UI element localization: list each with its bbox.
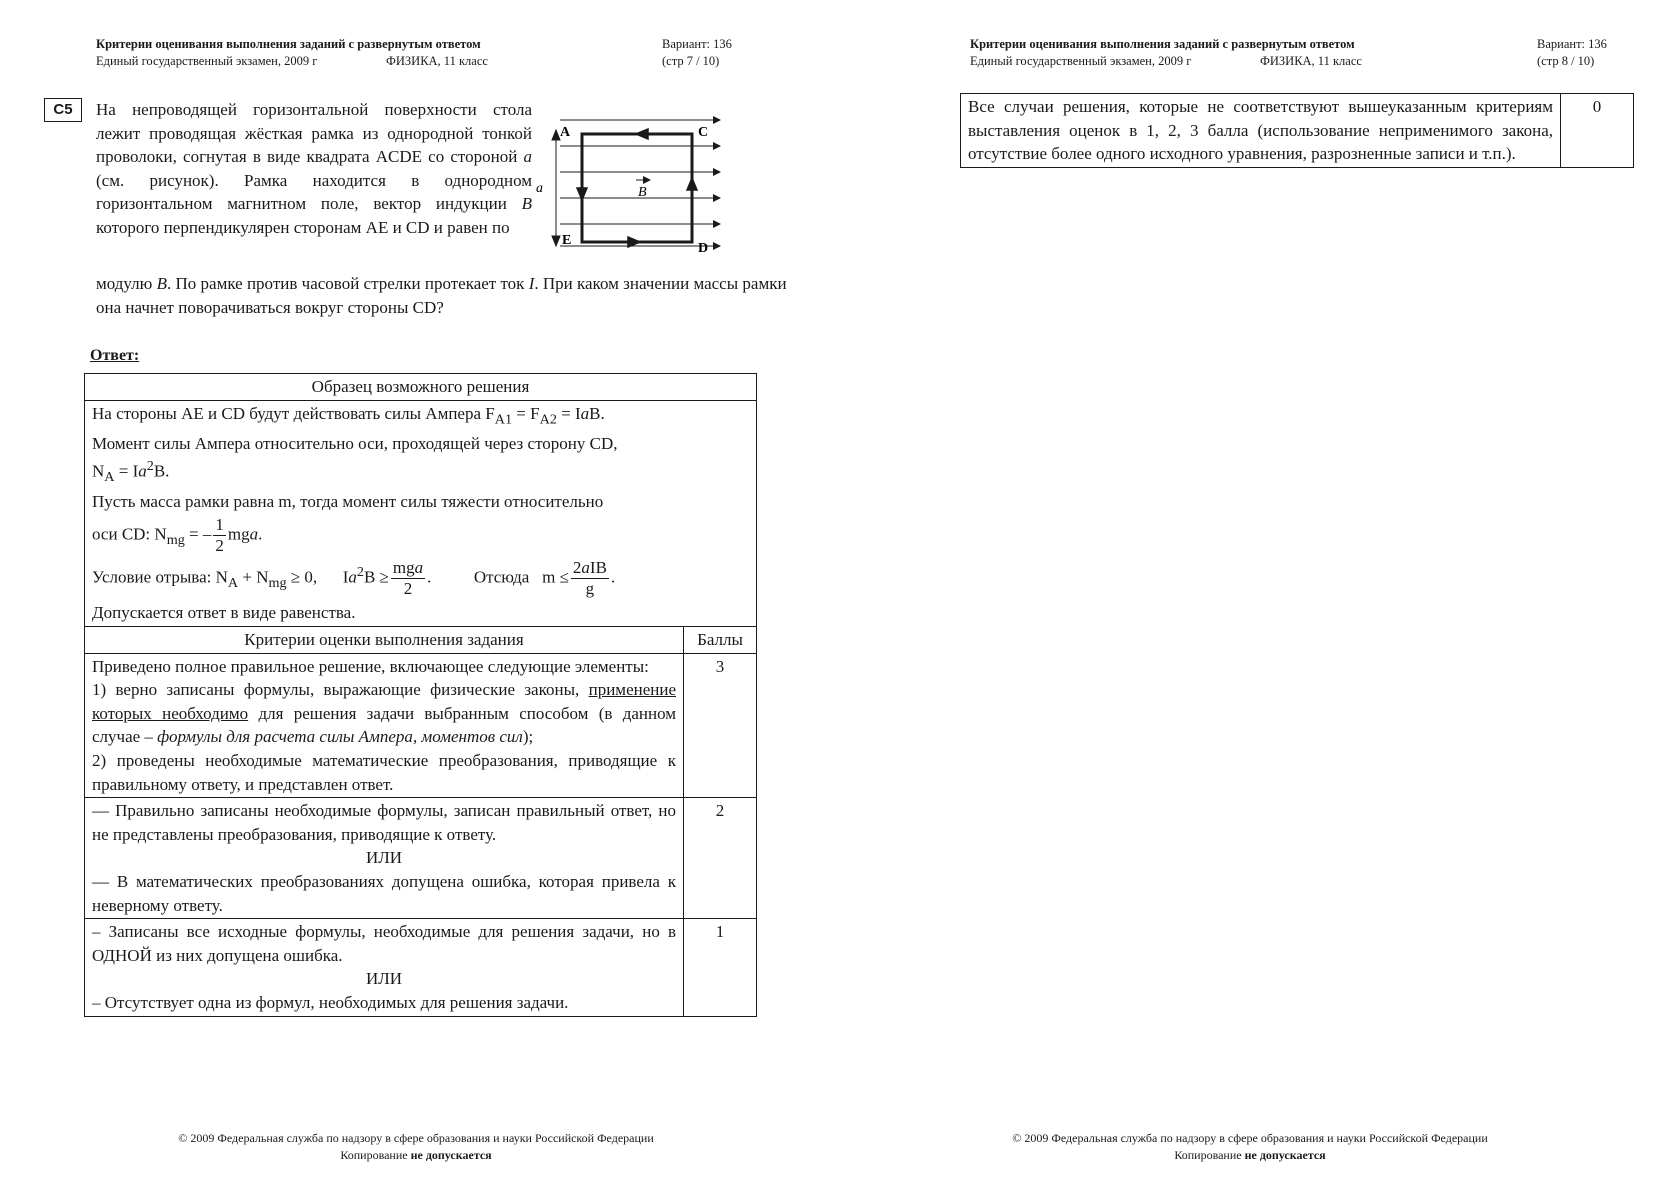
page-header-left (96, 36, 656, 70)
header-title: Критерии оценивания выполнения заданий с развернутым ответом (96, 37, 481, 51)
criteria-header: Критерии оценки выполнения задания (85, 627, 684, 654)
header-page-number: (стр 7 / 10) (662, 54, 720, 68)
criteria-row-3: Приведено полное правильное решение, включающее следующие элементы: 1) верно записаны формулы, выражающие физические законы, применение которых необходимо для решения задачи выбранным способом (в данном случае – формулы для расчета силы Ампера, моментов сил); 2) проведены необходимые математические преобразования, приводящие к правильному ответу, и представлен ответ. 3 (85, 653, 757, 798)
label-side-a: a (536, 181, 543, 196)
page-header-right-meta-r (1537, 36, 1637, 70)
points-3: 3 (684, 653, 757, 798)
footer-left: © 2009 Федеральная служба по надзору в сфере образования и науки Российской Федерации Копирование не допускается (178, 1131, 654, 1162)
frame-figure (536, 112, 728, 256)
solution-header: Образец возможного решения (85, 374, 757, 401)
solution-line-4: Пусть масса рамки равна m, тогда момент силы тяжести относительно (92, 491, 604, 511)
page-header-left-r (970, 36, 1530, 70)
criteria-row-0 (961, 94, 1634, 168)
task-number: С5 (44, 98, 82, 122)
solution-line-3: $N_A = Ia^2B$. (92, 458, 170, 486)
task-text-tail: модулю B. По рамке против часовой стрелки протекает ток I. При каком значении массы рамки она начнет поворачиваться вокруг стороны CD? (96, 274, 787, 317)
dimension-arrow (552, 130, 560, 246)
solution-line-5: оси CD: $N_{mg}$ = – $\frac{1}{2}$ mga. (92, 515, 263, 556)
solution-line-7: Допускается ответ в виде равенства. (92, 603, 356, 623)
header-variant-r: Вариант: 136 (1537, 37, 1607, 51)
header-variant: Вариант: 136 (662, 37, 732, 51)
header-subject: ФИЗИКА, 11 класс (386, 54, 488, 68)
criteria-row-2: — Правильно записаны необходимые формулы, записан правильный ответ, но не представлены преобразования, приводящие к ответу. ИЛИ — В математических преобразованиях допущена ошибка, которая привела к неверному ответу. 2 (85, 798, 757, 919)
criteria-table-continued (960, 93, 1634, 168)
label-d-vertex: D (698, 241, 709, 256)
page-right (832, 0, 1664, 1187)
label-b-vector: B (638, 185, 647, 200)
label-a-vertex: A (560, 125, 571, 140)
header-exam-r: Единый государственный экзамен, 2009 г (970, 54, 1192, 68)
answer-label: Ответ: (90, 347, 140, 364)
criteria-row-1: – Записаны все исходные формулы, необходимые для решения задачи, но в ОДНОЙ из них допущена ошибка. ИЛИ – Отсутствует одна из формул, необходимых для решения задачи. 1 (85, 919, 757, 1016)
points-0: 0 (1561, 94, 1634, 168)
points-1: 1 (684, 919, 757, 1016)
header-exam: Единый государственный экзамен, 2009 г (96, 54, 318, 68)
label-e-vertex: E (562, 233, 572, 248)
page-header-right-meta (662, 36, 762, 70)
task-text: На непроводящей горизонтальной поверхности стола лежит проводящая жёсткая рамка из однородной тонкой проволоки, согнутая в виде квадрата ACDE со стороной a (см. рисунок). Рамка находится в однородном горизонтальном магнитном поле, вектор индукции B которого перпендикулярен сторонам AE и CD и равен по (96, 100, 532, 237)
label-c-vertex: C (698, 125, 709, 140)
current-arrows (577, 129, 697, 247)
solution-line-2: Момент силы Ампера относительно оси, проходящей через сторону CD, (92, 433, 618, 453)
field-lines (560, 120, 720, 246)
header-subject-r: ФИЗИКА, 11 класс (1260, 54, 1362, 68)
solution-line-6: Условие отрыва: $N_A + N_{mg} \ge 0$, $Ia^2B$ ≥ $\frac{\text{mga}}{2}$ . Отсюда m ≤ $\frac{\text{2aIB}}{g}$ . (92, 558, 616, 599)
points-header: Баллы (684, 627, 757, 654)
square-frame (582, 134, 692, 242)
solution-body (85, 400, 757, 626)
criteria-row-0-text: Все случаи решения, которые не соответствуют вышеуказанным критериям выставления оценок в 1, 2, 3 балла (использование неприменимого закона, отсутствие более одного исходного уравнения, разрозненные записи и т.п.). (961, 94, 1561, 168)
header-page-number-r: (стр 8 / 10) (1537, 54, 1595, 68)
header-title-r: Критерии оценивания выполнения заданий с развернутым ответом (970, 37, 1355, 51)
solution-line-1: На стороны AE и CD будут действовать силы Ампера $F_{A1} = F_{A2}$ = IaB. (92, 403, 605, 427)
solution-table (84, 373, 757, 1017)
footer-right: © 2009 Федеральная служба по надзору в сфере образования и науки Российской Федерации Копирование не допускается (1012, 1131, 1488, 1162)
points-2: 2 (684, 798, 757, 919)
